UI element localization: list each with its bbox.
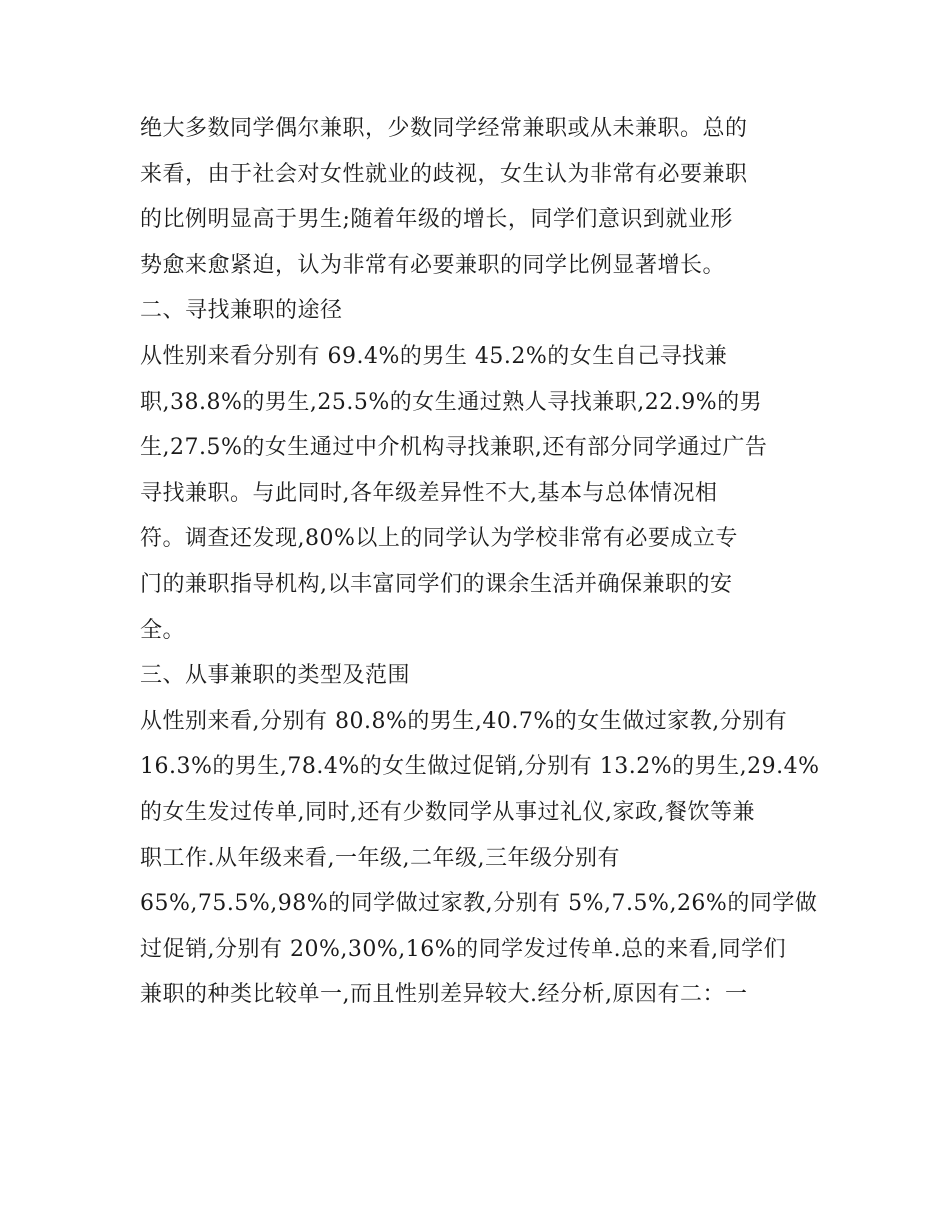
text-line: 16.3%的男生,78.4%的女生做过促销,分别有 13.2%的男生,29.4% — [140, 754, 820, 780]
text-line: 绝大多数同学偶尔兼职，少数同学经常兼职或从未兼职。总的 — [140, 116, 748, 141]
text-line: 全。 — [140, 617, 186, 643]
text-line: 过促销,分别有 20%,30%,16%的同学发过传单.总的来看,同学们 — [140, 936, 787, 962]
text-line: 来看，由于社会对女性就业的歧视，女生认为非常有必要兼职 — [140, 161, 748, 187]
text-line: 65%,75.5%,98%的同学做过家教,分别有 5%,7.5%,26%的同学做 — [140, 891, 818, 917]
text-line: 门的兼职指导机构,以丰富同学们的课余生活并确保兼职的安 — [140, 571, 733, 597]
text-line: 职工作.从年级来看,一年级,二年级,三年级分别有 — [140, 845, 620, 871]
text-line: 兼职的种类比较单一,而且性别差异较大.经分析,原因有二：一 — [140, 982, 748, 1008]
text-line: 符。调查还发现,80%以上的同学认为学校非常有必要成立专 — [140, 526, 738, 552]
text-line: 的女生发过传单,同时,还有少数同学从事过礼仪,家政,餐饮等兼 — [140, 799, 755, 825]
text-line: 寻找兼职。与此同时,各年级差异性不大,基本与总体情况相 — [140, 480, 718, 506]
text-line: 职,38.8%的男生,25.5%的女生通过熟人寻找兼职,22.9%的男 — [140, 389, 763, 415]
text-line: 势愈来愈紧迫，认为非常有必要兼职的同学比例显著增长。 — [140, 252, 726, 278]
body-text — [140, 106, 820, 1018]
section-heading: 二、寻找兼职的途径 — [140, 298, 343, 324]
text-line: 从性别来看,分别有 80.8%的男生,40.7%的女生做过家教,分别有 — [140, 708, 788, 734]
section-heading: 三、从事兼职的类型及范围 — [140, 663, 411, 689]
text-line: 生,27.5%的女生通过中介机构寻找兼职,还有部分同学通过广告 — [140, 435, 768, 461]
text-line: 的比例明显高于男生;随着年级的增长，同学们意识到就业形 — [140, 207, 733, 233]
text-line: 从性别来看分别有 69.4%的男生 45.2%的女生自己寻找兼 — [140, 343, 728, 369]
